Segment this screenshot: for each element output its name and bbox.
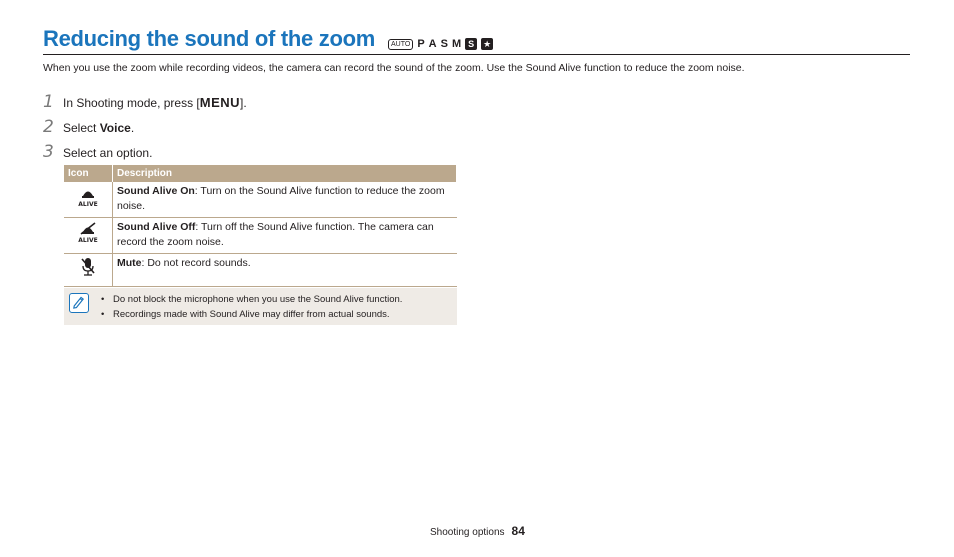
svg-text:ALIVE: ALIVE <box>78 236 98 244</box>
step-1 <box>43 92 247 112</box>
menu-key: MENU <box>199 95 241 110</box>
sound-alive-off-icon <box>76 222 100 244</box>
options-table <box>64 165 457 287</box>
mute-icon <box>76 256 100 278</box>
description-cell: Sound Alive On: Turn on the Sound Alive function to reduce the zoom noise. <box>113 182 457 218</box>
table-row <box>64 254 457 287</box>
footer-section: Shooting options <box>430 527 505 538</box>
step-number: 3 <box>43 142 54 162</box>
description-cell: Sound Alive Off: Turn off the Sound Alive function. The camera can record the zoom noise. <box>113 218 457 254</box>
step-text: Select an option. <box>63 146 153 160</box>
intro-text: When you use the zoom while recording videos, the camera can record the sound of the zoom. Use the Sound Alive function to reduce the zoom noise. <box>43 62 745 74</box>
mode-m: M <box>451 38 462 50</box>
table-row <box>64 218 457 254</box>
shooting-modes <box>388 38 493 50</box>
mode-scene-icon: ★ <box>483 39 492 49</box>
page-title: Reducing the sound of the zoom <box>43 26 375 51</box>
step-text: In Shooting mode, press [MENU]. <box>63 95 247 110</box>
step-number: 1 <box>43 92 54 112</box>
column-header-description: Description <box>113 165 457 182</box>
note-pencil-icon <box>69 293 89 313</box>
mode-auto-badge: AUTO <box>388 39 413 50</box>
title-divider <box>43 54 910 55</box>
step-2 <box>43 117 134 137</box>
step-number: 2 <box>43 117 54 137</box>
page-number: 84 <box>511 524 525 538</box>
svg-text:ALIVE: ALIVE <box>78 200 98 208</box>
note-item: • Recordings made with Sound Alive may differ from actual sounds. <box>101 307 402 322</box>
note-box <box>64 288 457 325</box>
option-name: Sound Alive On <box>117 185 195 197</box>
option-name: Mute <box>117 257 142 269</box>
note-item: • Do not block the microphone when you use the Sound Alive function. <box>101 292 402 307</box>
sound-alive-on-icon <box>76 186 100 208</box>
table-row <box>64 182 457 218</box>
option-name: Sound Alive Off <box>117 221 196 233</box>
page-footer <box>430 524 525 538</box>
mode-p: P <box>417 38 425 50</box>
title-row <box>43 26 910 56</box>
column-header-icon: Icon <box>64 165 113 182</box>
mode-smart-icon: S <box>465 38 477 50</box>
voice-option: Voice <box>99 121 131 135</box>
mode-a: A <box>428 38 437 50</box>
note-list <box>101 292 402 322</box>
step-3 <box>43 142 152 162</box>
description-cell: Mute: Do not record sounds. <box>113 254 457 287</box>
step-text: Select Voice. <box>63 121 135 135</box>
mode-s: S <box>440 38 448 50</box>
